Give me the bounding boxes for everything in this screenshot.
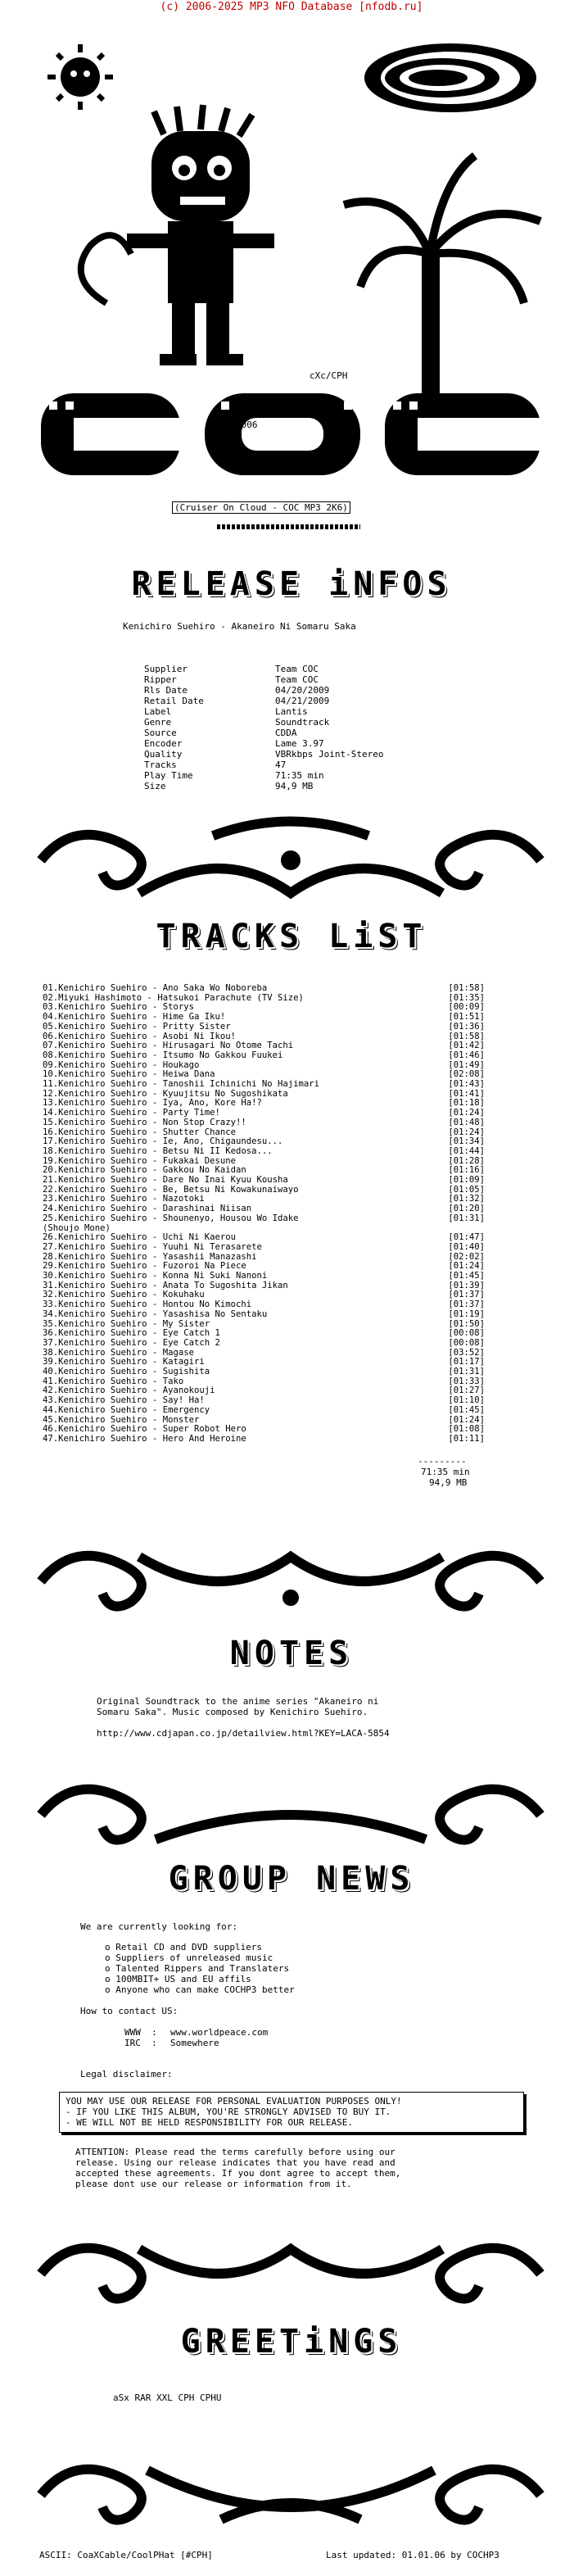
track-row (43, 1012, 485, 1022)
ornament-tracks (25, 811, 557, 909)
track-title: 08.Kenichiro Suehiro - Itsumo No Gakkou Fuukei (43, 1050, 283, 1060)
track-title: 36.Kenichiro Suehiro - Eye Catch 1 (43, 1328, 220, 1339)
logo-underline (217, 524, 360, 529)
track-title: 31.Kenichiro Suehiro - Anata To Sugoshita Jikan (43, 1280, 288, 1290)
group-item: o Anyone who can make COCHP3 better (105, 1984, 295, 1995)
track-duration: [01:05] (448, 1184, 485, 1195)
track-title: 40.Kenichiro Suehiro - Sugishita (43, 1367, 210, 1376)
track-duration: [01:10] (448, 1395, 485, 1406)
track-row (43, 1079, 485, 1089)
track-row (43, 1098, 485, 1108)
attention-line-4: please dont use our release or information from it. (75, 2179, 352, 2189)
track-title: 10.Kenichiro Suehiro - Heiwa Dana (43, 1069, 215, 1080)
track-row (43, 1232, 485, 1242)
track-duration: [01:47] (448, 1232, 485, 1243)
track-duration: [01:09] (448, 1175, 485, 1185)
track-row (43, 993, 485, 1003)
logo-year: 2006 (236, 420, 258, 430)
track-title: 29.Kenichiro Suehiro - Fuzoroi Na Piece (43, 1261, 246, 1272)
section-title-greetings: GREETiNGS (180, 2323, 403, 2361)
track-title: 28.Kenichiro Suehiro - Yasashii Manazashi (43, 1251, 257, 1262)
track-row (43, 1395, 485, 1405)
track-duration: [03:52] (448, 1347, 485, 1358)
track-row (43, 1032, 485, 1041)
track-title: (Shoujo Mone) (43, 1222, 111, 1233)
track-title: 45.Kenichiro Suehiro - Monster (43, 1414, 200, 1425)
section-title-tracks: TRACKS LiST (156, 918, 427, 955)
track-row (43, 1213, 485, 1223)
info-key: Label (144, 706, 172, 717)
track-row (43, 1041, 485, 1050)
info-key: Retail Date (144, 696, 204, 706)
track-duration: [01:58] (448, 983, 485, 993)
info-value: CDDA (275, 728, 297, 738)
track-row (43, 1002, 485, 1012)
track-duration: [01:50] (448, 1318, 485, 1329)
track-row (43, 1127, 485, 1137)
info-row (144, 770, 324, 781)
track-title: 32.Kenichiro Suehiro - Kokuhaku (43, 1290, 205, 1300)
track-duration: [01:31] (448, 1367, 485, 1376)
track-row (43, 1242, 485, 1252)
track-title: 05.Kenichiro Suehiro - Pritty Sister (43, 1021, 231, 1032)
track-row (43, 1338, 485, 1348)
notes-url[interactable]: http://www.cdjapan.co.jp/detailview.html?KEY=LACA-5854 (97, 1728, 390, 1739)
track-row (43, 1348, 485, 1358)
track-duration: [01:36] (448, 1021, 485, 1032)
track-title: 41.Kenichiro Suehiro - Tako (43, 1376, 184, 1386)
info-key: Quality (144, 749, 183, 760)
info-value: Lame 3.97 (275, 738, 324, 749)
group-contact: How to contact US: (80, 2006, 179, 2016)
track-title: 30.Kenichiro Suehiro - Konna Ni Suki Nanoni (43, 1271, 268, 1281)
track-title: 18.Kenichiro Suehiro - Betsu Ni II Kedosa... (43, 1145, 273, 1156)
track-title: 03.Kenichiro Suehiro - Storys (43, 1002, 194, 1013)
track-duration: [01:48] (448, 1117, 485, 1127)
track-row (43, 1319, 485, 1329)
info-row (144, 781, 314, 791)
info-value: 94,9 MB (275, 781, 314, 791)
totals-size: 94,9 MB (429, 1477, 468, 1488)
www-value[interactable]: www.worldpeace.com (170, 2027, 269, 2038)
track-row (43, 1060, 485, 1070)
track-title: 17.Kenichiro Suehiro - Ie, Ano, Chigaundesu... (43, 1136, 283, 1147)
track-row (43, 1386, 485, 1395)
attention-line-1: ATTENTION: Please read the terms carefully before using our (75, 2147, 395, 2157)
track-title: 16.Kenichiro Suehiro - Shutter Chance (43, 1127, 236, 1137)
track-duration: [01:33] (448, 1376, 485, 1386)
track-title: 44.Kenichiro Suehiro - Emergency (43, 1404, 210, 1415)
track-duration: [01:32] (448, 1194, 485, 1204)
track-row (43, 1281, 485, 1290)
track-duration: [01:17] (448, 1357, 485, 1367)
section-title-notes: NOTES (229, 1635, 354, 1672)
ornament-greetings (25, 2225, 557, 2315)
track-duration: [01:39] (448, 1280, 485, 1290)
info-key: Source (144, 728, 177, 738)
attention-line-2: release. Using our release indicates that you have read and (75, 2157, 395, 2168)
track-duration: [01:45] (448, 1271, 485, 1281)
track-title: 34.Kenichiro Suehiro - Yasashisa No Sentaku (43, 1308, 268, 1319)
track-row (43, 1328, 485, 1338)
irc-value: Somewhere (170, 2038, 219, 2048)
info-value: 47 (275, 760, 287, 770)
track-duration: [01:40] (448, 1241, 485, 1252)
totals-time: 71:35 min (421, 1467, 470, 1477)
track-duration: [01:19] (448, 1308, 485, 1319)
track-duration: [01:08] (448, 1424, 485, 1435)
track-row (43, 1252, 485, 1262)
disclaimer-line-1: YOU MAY USE OUR RELEASE FOR PERSONAL EVALUATION PURPOSES ONLY! (66, 2096, 402, 2107)
track-duration: [02:02] (448, 1251, 485, 1262)
notes-line-2: Somaru Saka". Music composed by Kenichiro Suehiro. (97, 1707, 368, 1717)
track-row (43, 1185, 485, 1195)
track-row (43, 1405, 485, 1415)
group-item: o 100MBIT+ US and EU affils (105, 1974, 251, 1984)
track-duration: [01:45] (448, 1404, 485, 1415)
track-row (43, 1367, 485, 1376)
greetings-text: aSx RAR XXL CPH CPHU (113, 2392, 222, 2403)
track-title: 09.Kenichiro Suehiro - Houkago (43, 1059, 200, 1070)
info-key: Genre (144, 717, 172, 728)
track-title: 12.Kenichiro Suehiro - Kyuujitsu No Sugoshikata (43, 1088, 288, 1099)
track-row (43, 1118, 485, 1127)
track-row (43, 1357, 485, 1367)
logo-credit: cXc/CPH (310, 370, 348, 381)
track-duration: [01:28] (448, 1155, 485, 1166)
release-title: Kenichiro Suehiro - Akaneiro Ni Somaru Saka (123, 621, 356, 632)
info-key: Tracks (144, 760, 177, 770)
track-title: 19.Kenichiro Suehiro - Fukakai Desune (43, 1155, 236, 1166)
track-duration: [01:11] (448, 1433, 485, 1444)
track-row (43, 1022, 485, 1032)
track-row (43, 1146, 485, 1156)
track-duration: [01:51] (448, 1012, 485, 1023)
track-title: 35.Kenichiro Suehiro - My Sister (43, 1318, 210, 1329)
irc-label: IRC : (124, 2038, 157, 2048)
track-row (43, 1309, 485, 1319)
track-title: 37.Kenichiro Suehiro - Eye Catch 2 (43, 1337, 220, 1348)
track-title: 38.Kenichiro Suehiro - Magase (43, 1347, 194, 1358)
track-duration: [01:34] (448, 1136, 485, 1147)
track-row (43, 1290, 485, 1299)
info-row (144, 717, 330, 728)
track-title: 23.Kenichiro Suehiro - Nazotoki (43, 1194, 205, 1204)
info-key: Supplier (144, 664, 188, 674)
track-title: 24.Kenichiro Suehiro - Darashinai Niisan (43, 1204, 252, 1214)
track-title: 39.Kenichiro Suehiro - Katagiri (43, 1357, 205, 1367)
info-row (144, 674, 319, 685)
coc-logo-art (16, 33, 573, 508)
track-duration: [01:43] (448, 1079, 485, 1089)
track-duration: [01:24] (448, 1127, 485, 1137)
info-row (144, 749, 384, 760)
info-key: Encoder (144, 738, 183, 749)
track-row (43, 1415, 485, 1425)
track-title: 26.Kenichiro Suehiro - Uchi Ni Kaerou (43, 1232, 236, 1243)
info-key: Size (144, 781, 166, 791)
footer-right: Last updated: 01.01.06 by COCHP3 (326, 2550, 499, 2560)
track-row (43, 1089, 485, 1099)
track-duration: [01:46] (448, 1050, 485, 1060)
track-row (43, 1204, 485, 1213)
track-row (43, 1108, 485, 1118)
track-title: 02.Miyuki Hashimoto - Hatsukoi Parachute (TV Size) (43, 992, 304, 1003)
track-row (43, 1434, 485, 1444)
track-duration: [00:09] (448, 1002, 485, 1013)
track-title: 06.Kenichiro Suehiro - Asobi Ni Ikou! (43, 1031, 236, 1041)
track-title: 11.Kenichiro Suehiro - Tanoshii Ichinichi No Hajimari (43, 1079, 320, 1089)
track-title: 14.Kenichiro Suehiro - Party Time! (43, 1108, 220, 1118)
track-title: 25.Kenichiro Suehiro - Shounenyo, Housou Wo Idake (43, 1213, 299, 1223)
footer-left: ASCII: CoaXCable/CoolPHat [#CPH] (39, 2550, 213, 2560)
track-title: 27.Kenichiro Suehiro - Yuuhi Ni Terasarete (43, 1241, 262, 1252)
track-title: 04.Kenichiro Suehiro - Hime Ga Iku! (43, 1012, 226, 1023)
track-title: 47.Kenichiro Suehiro - Hero And Heroine (43, 1433, 246, 1444)
info-row (144, 760, 287, 770)
track-duration: [00:08] (448, 1337, 485, 1348)
track-row (43, 983, 485, 993)
track-title: 43.Kenichiro Suehiro - Say! Ha! (43, 1395, 205, 1406)
group-item: o Suppliers of unreleased music (105, 1952, 273, 1963)
track-list (0, 983, 583, 1442)
track-title: 42.Kenichiro Suehiro - Ayanokouji (43, 1386, 215, 1396)
notes-line-1: Original Soundtrack to the anime series "Akaneiro ni (97, 1696, 379, 1707)
track-title: 21.Kenichiro Suehiro - Dare No Inai Kyuu Kousha (43, 1175, 288, 1185)
logo-caption: (Cruiser On Cloud - COC MP3 2K6) (172, 501, 350, 514)
track-row (43, 1271, 485, 1281)
info-value: 04/21/2009 (275, 696, 330, 706)
track-duration: [01:41] (448, 1088, 485, 1099)
track-duration: [01:20] (448, 1204, 485, 1214)
track-row (43, 1194, 485, 1204)
track-row (43, 1299, 485, 1309)
totals-divider: --------- (418, 1456, 467, 1467)
info-key: Rls Date (144, 685, 188, 696)
track-title: 20.Kenichiro Suehiro - Gakkou No Kaidan (43, 1165, 246, 1176)
track-row (43, 1424, 485, 1434)
group-item: o Talented Rippers and Translaters (105, 1963, 290, 1974)
track-duration: [01:16] (448, 1165, 485, 1176)
track-duration: [01:35] (448, 992, 485, 1003)
info-row (144, 728, 297, 738)
info-row (144, 685, 330, 696)
track-row (43, 1136, 485, 1146)
track-duration: [01:24] (448, 1108, 485, 1118)
track-row (43, 1376, 485, 1386)
track-duration: [01:58] (448, 1031, 485, 1041)
legal-title: Legal disclaimer: (80, 2069, 173, 2079)
ornament-footer (25, 2438, 557, 2544)
track-duration: [01:24] (448, 1414, 485, 1425)
track-duration: [01:44] (448, 1145, 485, 1156)
info-value: 71:35 min (275, 770, 324, 781)
track-row (43, 1165, 485, 1175)
info-row (144, 664, 319, 674)
track-duration: [01:49] (448, 1059, 485, 1070)
section-title-release: RELEASE iNFOS (131, 565, 452, 603)
group-looking: We are currently looking for: (80, 1921, 238, 1932)
track-duration: [01:37] (448, 1290, 485, 1300)
track-duration: [02:08] (448, 1069, 485, 1080)
track-title: 13.Kenichiro Suehiro - Iya, Ano, Kore Ha!? (43, 1098, 262, 1109)
track-title: 07.Kenichiro Suehiro - Hirusagari No Otome Tachi (43, 1041, 294, 1051)
track-title: 22.Kenichiro Suehiro - Be, Betsu Ni Kowakunaiwayo (43, 1184, 299, 1195)
info-value: Lantis (275, 706, 308, 717)
track-duration: [01:18] (448, 1098, 485, 1109)
info-key: Play Time (144, 770, 193, 781)
track-duration: [01:27] (448, 1386, 485, 1396)
track-row (43, 1050, 485, 1060)
www-label: WWW : (124, 2027, 157, 2038)
info-row (144, 738, 324, 749)
track-title: 46.Kenichiro Suehiro - Super Robot Hero (43, 1424, 246, 1435)
track-row (43, 1223, 485, 1233)
info-key: Ripper (144, 674, 177, 685)
site-header: (c) 2006-2025 MP3 NFO Database [nfodb.ru] (160, 1, 423, 13)
info-value: Team COC (275, 664, 319, 674)
track-duration: [01:24] (448, 1261, 485, 1272)
group-item: o Retail CD and DVD suppliers (105, 1942, 263, 1952)
track-row (43, 1069, 485, 1079)
info-value: 04/20/2009 (275, 685, 330, 696)
track-duration: [01:37] (448, 1299, 485, 1310)
disclaimer-line-3: - WE WILL NOT BE HELD RESPONSIBILITY FOR OUR RELEASE. (66, 2117, 353, 2128)
disclaimer-line-2: - IF YOU LIKE THIS ALBUM, YOU'RE STRONGLY ADVISED TO BUY IT. (66, 2107, 391, 2117)
attention-line-3: accepted these agreements. If you dont agree to accept them, (75, 2168, 401, 2179)
section-title-group: GROUP NEWS (168, 1860, 415, 1898)
track-row (43, 1261, 485, 1271)
ornament-group (25, 1774, 557, 1856)
info-row (144, 706, 308, 717)
info-value: Soundtrack (275, 717, 330, 728)
track-duration: [01:31] (448, 1213, 485, 1223)
info-value: Team COC (275, 674, 319, 685)
track-row (43, 1156, 485, 1166)
track-duration: [00:08] (448, 1328, 485, 1339)
info-row (144, 696, 330, 706)
ornament-notes (25, 1524, 557, 1630)
track-row (43, 1175, 485, 1185)
track-title: 33.Kenichiro Suehiro - Hontou No Kimochi (43, 1299, 252, 1310)
track-title: 15.Kenichiro Suehiro - Non Stop Crazy!! (43, 1117, 246, 1127)
track-duration: [01:42] (448, 1041, 485, 1051)
track-title: 01.Kenichiro Suehiro - Ano Saka Wo Noboreba (43, 983, 268, 993)
info-value: VBRkbps Joint-Stereo (275, 749, 384, 760)
